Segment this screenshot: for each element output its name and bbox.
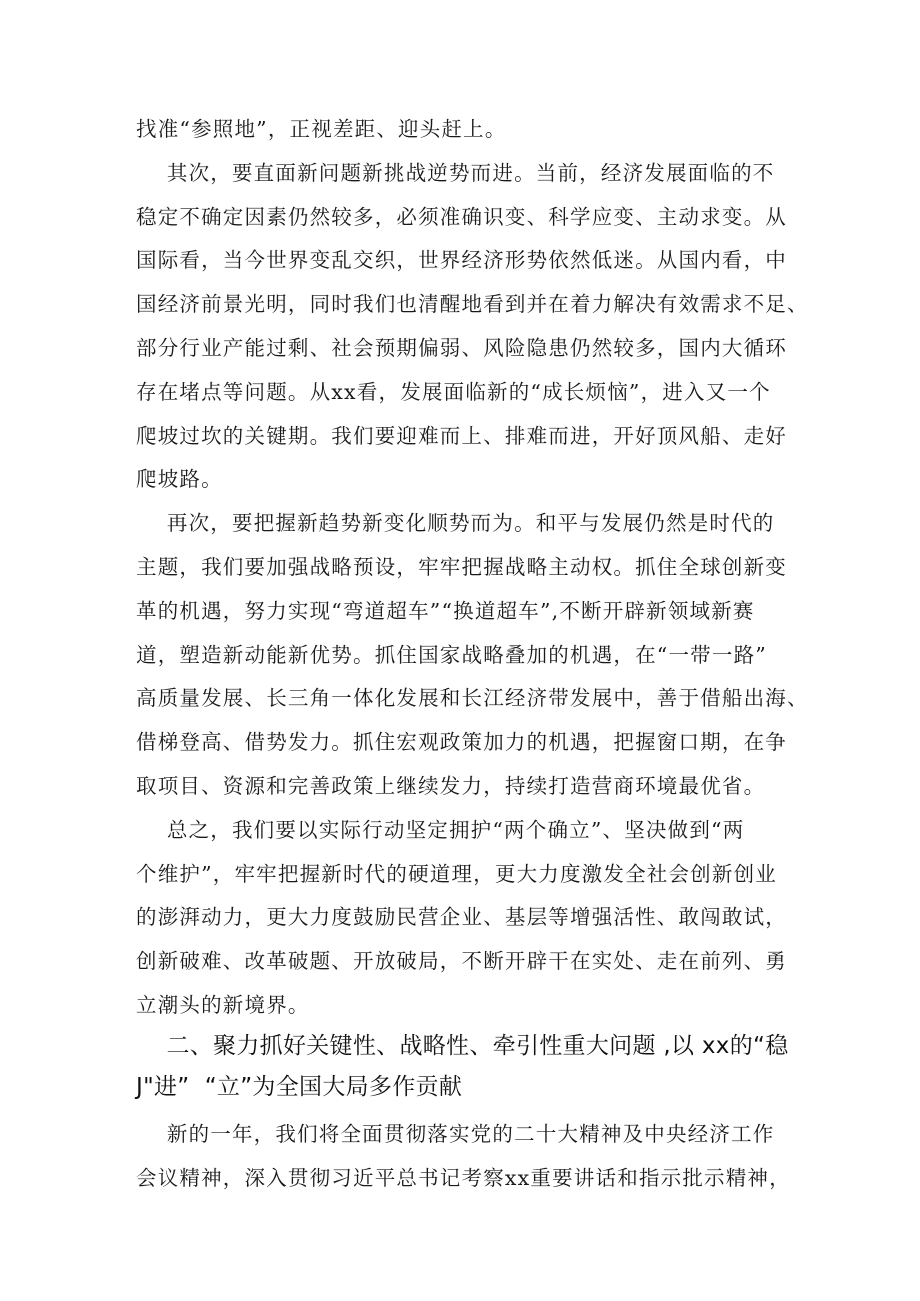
- text-line: 道，塑造新动能新优势。抓住国家战略叠加的机遇，在“一带一路”: [136, 642, 767, 667]
- text-line: 存在堵点等问题。从xx看，发展面临新的“成长烦恼”，进入又一个: [136, 379, 771, 404]
- text-line: 高质量发展、长三角一体化发展和长江经济带发展中，善于借船出海、: [136, 686, 809, 711]
- text-line: 创新破难、改革破题、开放破局，不断开辟干在实处、走在前列、勇: [136, 949, 787, 974]
- text-line: 立潮头的新境界。: [136, 992, 310, 1017]
- text-line: 会议精神，深入贯彻习近平总书记考察xx重要讲话和指示批示精神，: [136, 1165, 791, 1190]
- text-line: 革的机遇，努力实现“弯道超车”“换道超车”,不断开辟新领域新赛: [136, 598, 755, 623]
- body-text-lower: [136, 1113, 800, 1201]
- text-line: 稳定不确定因素仍然较多，必须准确识变、科学应变、主动求变。从: [136, 204, 787, 229]
- text-line: 总之，我们要以实际行动坚定拥护“两个确立”、坚决做到“两: [136, 817, 745, 842]
- text-line: 其次，要直面新问题新挑战逆势而进。当前，经济发展面临的不: [136, 160, 775, 185]
- text-line: 再次，要把握新趋势新变化顺势而为。和平与发展仍然是时代的: [136, 511, 775, 536]
- text-line: 的澎湃动力，更大力度鼓励民营企业、基层等增强活性、敢闯敢试，: [136, 905, 787, 930]
- heading-line: 二、聚力抓好关键性、战略性、牵引性重大问题 ,以 xx的“稳: [136, 1033, 789, 1059]
- text-line: 爬坡路。: [136, 467, 223, 492]
- text-line: 新的一年，我们将全面贯彻落实党的二十大精神及中央经济工作: [136, 1122, 775, 1146]
- text-line: 找准“参照地”，正视差距、迎头赶上。: [136, 117, 507, 141]
- text-line: 国际看，当今世界变乱交织，世界经济形势依然低迷。从国内看，中: [136, 248, 787, 273]
- heading-line: J"进” “立”为全国大局多作贡献: [136, 1074, 463, 1100]
- text-line: 主题，我们要加强战略预设，牢牢把握战略主动权。抓住全球创新变: [136, 554, 787, 579]
- body-text-upper: [136, 108, 809, 1028]
- text-line: 个维护”，牢牢把握新时代的硬道理，更大力度激发全社会创新创业: [136, 861, 777, 886]
- text-line: 取项目、资源和完善政策上继续发力，持续打造营商环境最优省。: [136, 773, 766, 798]
- section-heading: [136, 1026, 800, 1108]
- text-line: 部分行业产能过剩、社会预期偏弱、风险隐患仍然较多，国内大循环: [136, 335, 787, 360]
- text-line: 爬坡过坎的关键期。我们要迎难而上、排难而进，开好顶风船、走好: [136, 423, 787, 448]
- text-line: 国经济前景光明，同时我们也清醒地看到并在着力解决有效需求不足、: [136, 292, 809, 317]
- text-line: 借梯登高、借势发力。抓住宏观政策加力的机遇，把握窗口期，在争: [136, 730, 787, 755]
